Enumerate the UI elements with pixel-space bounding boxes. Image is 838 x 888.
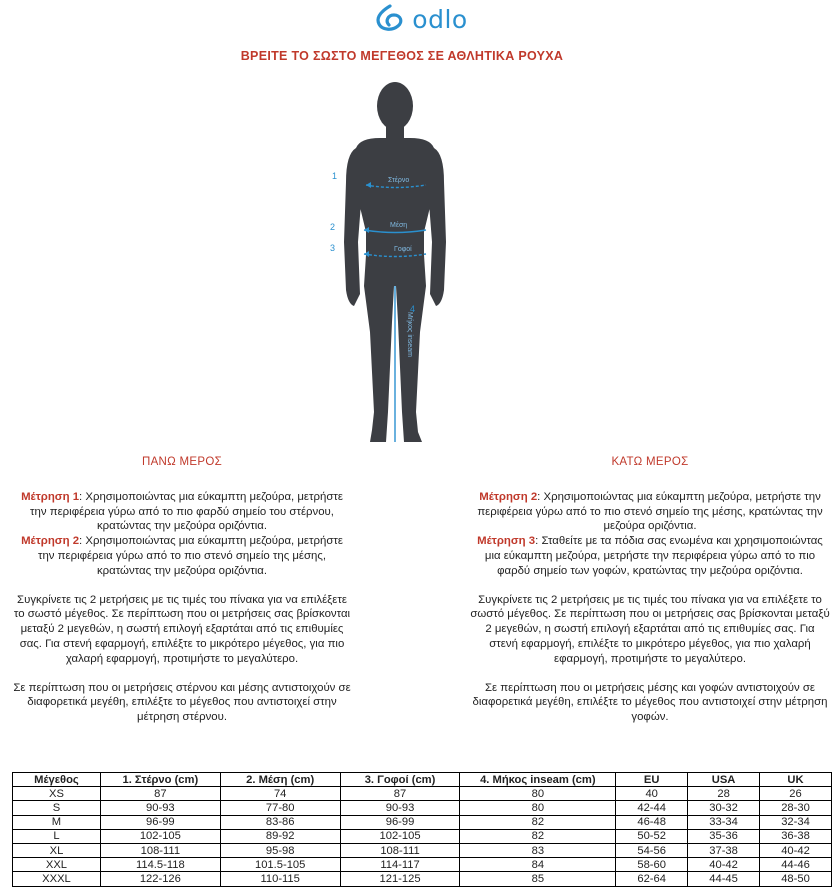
marker-4: 4 xyxy=(410,304,416,314)
brand-name: odlo xyxy=(412,4,468,34)
table-cell: 80 xyxy=(460,787,616,801)
table-cell: 32-34 xyxy=(760,815,832,829)
table-cell: 48-50 xyxy=(760,872,832,886)
measure-2-text: : Χρησιμοποιώντας μια εύκαμπτη μεζούρα, μετρήστε την περιφέρεια γύρω από το πιο στενό σημείο της μέσης, κρατώντας την μεζούρα οριζόντια. xyxy=(477,490,823,533)
table-cell: XL xyxy=(13,843,101,857)
marker-2: 2 xyxy=(330,222,336,232)
hips-label: Γοφοί xyxy=(394,246,412,253)
table-cell: XXL xyxy=(13,858,101,872)
table-cell: 84 xyxy=(460,858,616,872)
table-cell: 77-80 xyxy=(220,801,340,815)
table-row xyxy=(13,801,832,815)
upper-compare-text: Συγκρίνετε τις 2 μετρήσεις με τις τιμές του πίνακα για να επιλέξετε το σωστό μέγεθος. Σε περίπτωση που οι μετρήσεις σας βρίσκονται μεταξύ 2 μεγεθών, η σωστή επιλογή εξαρτάται από τις επιθυμίες σας. Για στενή εφαρμογή, επιλέξτε το μικρότερο μέγεθος, για πιο χαλαρή εφαρμογή, προτιμήστε το μεγαλύτερο. xyxy=(13,593,351,665)
upper-note-text: Σε περίπτωση που οι μετρήσεις στέρνου και μέσης αντιστοιχούν σε διαφορετικά μεγέθη, επιλέξτε το μέγεθος που αντιστοιχεί στην μέτρηση στέρνου. xyxy=(13,681,351,724)
table-cell: 30-32 xyxy=(688,801,760,815)
measure-3-label: Μέτρηση 3 xyxy=(477,535,536,548)
table-row xyxy=(13,815,832,829)
measure-2-label: Μέτρηση 2 xyxy=(479,490,538,503)
table-cell: 90-93 xyxy=(340,801,460,815)
table-cell: 37-38 xyxy=(688,843,760,857)
waist-label: Μέση xyxy=(390,222,408,229)
table-cell: 82 xyxy=(460,815,616,829)
table-cell: 101.5-105 xyxy=(220,858,340,872)
table-cell: 85 xyxy=(460,872,616,886)
size-chart-table xyxy=(12,772,832,887)
table-cell: 74 xyxy=(220,787,340,801)
table-row xyxy=(13,872,832,886)
upper-measure-1 xyxy=(12,490,352,534)
marker-1: 1 xyxy=(332,171,338,181)
header-inseam: 4. Μήκος inseam (cm) xyxy=(460,773,616,787)
table-cell: 121-125 xyxy=(340,872,460,886)
table-cell: 87 xyxy=(340,787,460,801)
table-cell: 102-105 xyxy=(340,829,460,843)
upper-section-title: ΠΑΝΩ ΜΕΡΟΣ xyxy=(141,456,223,468)
odlo-logo-icon xyxy=(370,4,406,34)
table-cell: 96-99 xyxy=(100,815,220,829)
upper-measure-2 xyxy=(12,534,352,578)
table-cell: 35-36 xyxy=(688,829,760,843)
lower-measure-3 xyxy=(470,534,830,578)
table-cell: 95-98 xyxy=(220,843,340,857)
header-usa: USA xyxy=(688,773,760,787)
table-row xyxy=(13,843,832,857)
table-cell: 82 xyxy=(460,829,616,843)
chest-label: Στέρνο xyxy=(388,177,410,184)
measure-2-text: : Χρησιμοποιώντας μια εύκαμπτη μεζούρα, μετρήστε την περιφέρεια γύρω από το πιο στενό σημείο της μέσης, κρατώντας την μεζούρα οριζόντια. xyxy=(37,535,343,577)
table-cell: XS xyxy=(13,787,101,801)
header-chest: 1. Στέρνο (cm) xyxy=(100,773,220,787)
table-cell: 46-48 xyxy=(616,815,688,829)
table-cell: M xyxy=(13,815,101,829)
lower-section-title: ΚΑΤΩ ΜΕΡΟΣ xyxy=(611,456,689,468)
table-cell: 42-44 xyxy=(616,801,688,815)
header-eu: EU xyxy=(616,773,688,787)
table-cell: 28 xyxy=(688,787,760,801)
table-cell: 80 xyxy=(460,801,616,815)
measure-2-label: Μέτρηση 2 xyxy=(21,535,80,548)
table-cell: 50-52 xyxy=(616,829,688,843)
table-cell: 62-64 xyxy=(616,872,688,886)
table-cell: 44-46 xyxy=(760,858,832,872)
measure-3-text: : Σταθείτε με τα πόδια σας ενωμένα και χρησιμοποιώντας μια εύκαμπτη μεζούρα, μετρήστε την περιφέρεια γύρω από το πιο φαρδύ σημείο των γοφών, κρατώντας την μεζούρα οριζόντια. xyxy=(484,535,823,577)
table-cell: 122-126 xyxy=(100,872,220,886)
table-cell: 110-115 xyxy=(220,872,340,886)
table-row xyxy=(13,829,832,843)
table-cell: 87 xyxy=(100,787,220,801)
table-cell: 36-38 xyxy=(760,829,832,843)
lower-compare-text: Συγκρίνετε τις 2 μετρήσεις με τις τιμές του πίνακα για να επιλέξετε το σωστό μέγεθος. Σε περίπτωση που οι μετρήσεις σας βρίσκονται μεταξύ 2 μεγεθών, η σωστή επιλογή εξαρτάται από τις επιθυμίες σας. Για στενή εφαρμογή, επιλέξτε το μικρότερο μέγεθος, για πιο χαλαρή εφαρμογή, προτιμήστε το μεγαλύτερο. xyxy=(470,593,830,665)
inseam-label: Μήκος inseam xyxy=(406,312,413,357)
table-cell: 114.5-118 xyxy=(100,858,220,872)
table-cell: 108-111 xyxy=(340,843,460,857)
table-cell: 44-45 xyxy=(688,872,760,886)
table-cell: S xyxy=(13,801,101,815)
page-headline: ΒΡΕΙΤΕ ΤΟ ΣΩΣΤΟ ΜΕΓΕΘΟΣ ΣΕ ΑΘΛΗΤΙΚΑ ΡΟΥΧΑ xyxy=(240,49,564,63)
lower-note-text: Σε περίπτωση που οι μετρήσεις μέσης και γοφών αντιστοιχούν σε διαφορετικά μεγέθη, επιλέξτε το μέγεθος που αντιστοιχεί στην μέτρηση γοφών. xyxy=(472,681,828,724)
table-cell: 83-86 xyxy=(220,815,340,829)
table-cell: 102-105 xyxy=(100,829,220,843)
upper-body-section xyxy=(12,455,352,725)
brand-logo xyxy=(0,4,838,34)
table-cell: 33-34 xyxy=(688,815,760,829)
table-cell: 40-42 xyxy=(760,843,832,857)
table-cell: 89-92 xyxy=(220,829,340,843)
header-uk: UK xyxy=(760,773,832,787)
table-cell: 58-60 xyxy=(616,858,688,872)
table-cell: 108-111 xyxy=(100,843,220,857)
table-cell: 83 xyxy=(460,843,616,857)
table-cell: 28-30 xyxy=(760,801,832,815)
header-size: Μέγεθος xyxy=(13,773,101,787)
lower-body-section xyxy=(470,455,830,725)
marker-3: 3 xyxy=(330,243,336,253)
body-measurement-figure xyxy=(320,72,460,448)
table-cell: 96-99 xyxy=(340,815,460,829)
header-waist: 2. Μέση (cm) xyxy=(220,773,340,787)
table-cell: 40-42 xyxy=(688,858,760,872)
lower-measure-2 xyxy=(470,490,830,534)
table-cell: XXXL xyxy=(13,872,101,886)
measure-1-label: Μέτρηση 1 xyxy=(21,490,80,503)
table-cell: 90-93 xyxy=(100,801,220,815)
table-cell: 114-117 xyxy=(340,858,460,872)
table-row xyxy=(13,787,832,801)
table-cell: L xyxy=(13,829,101,843)
table-header-row xyxy=(13,773,832,787)
table-row xyxy=(13,858,832,872)
header-hips: 3. Γοφοί (cm) xyxy=(340,773,460,787)
table-body xyxy=(13,787,832,886)
table-cell: 40 xyxy=(616,787,688,801)
table-cell: 54-56 xyxy=(616,843,688,857)
measure-1-text: : Χρησιμοποιώντας μια εύκαμπτη μεζούρα, μετρήστε την περιφέρεια γύρω από το πιο φαρδύ σημείο του στέρνου, κρατώντας την μεζούρα οριζόντια. xyxy=(30,490,343,533)
table-cell: 26 xyxy=(760,787,832,801)
